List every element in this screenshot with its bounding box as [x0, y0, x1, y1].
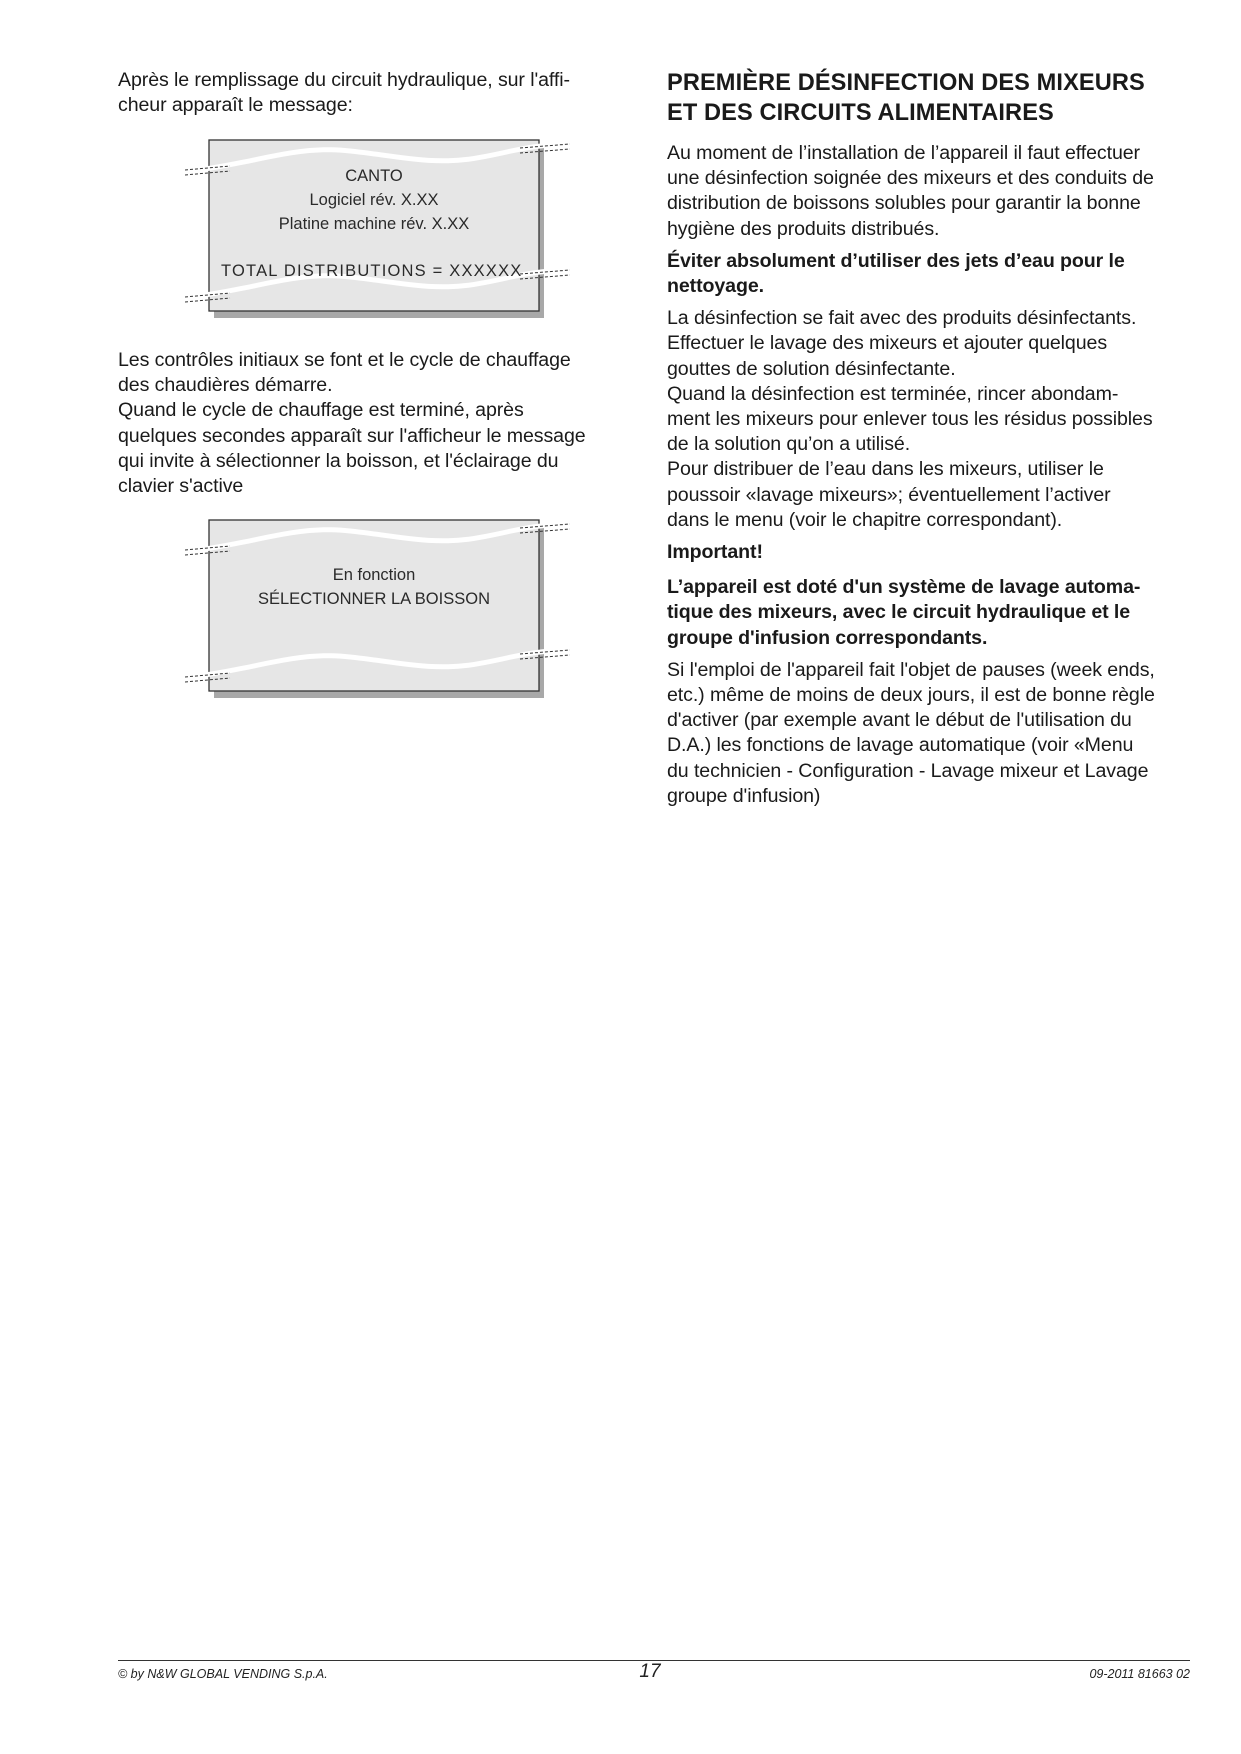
page-number: 17: [639, 1661, 661, 1682]
display-line: Platine machine rév. X.XX: [278, 215, 470, 233]
left-column: [118, 68, 628, 118]
right-column: [667, 68, 1192, 809]
display-text: [209, 164, 539, 236]
intro-paragraph: Après le remplissage du circuit hydraulique, sur l'affi- cheur apparaît le message:: [118, 69, 570, 117]
disinfection-intro: Au moment de l’installation de l’appareil il faut effectuer une désinfection soignée des mixeurs et des conduits de distribution de boissons solubles pour garantir la bonne hygiène des produits distribués.: [667, 142, 1154, 240]
display-total-distributions: TOTAL DISTRIBUTIONS = XXXXXX: [221, 262, 523, 280]
heating-paragraph: Les contrôles initiaux se font et le cycle de chauffage des chaudières démarre. Quand le cycle de chauffage est terminé, après quelques secondes apparaît sur l'afficheur le message qui invite à sélectionner la boisson, et l'éclairage du clavier s'active: [118, 349, 586, 498]
section-heading: PREMIÈRE DÉSINFECTION DES MIXEURS ET DES CIRCUITS ALIMENTAIRES: [667, 70, 1145, 126]
left-column-lower: [118, 348, 628, 499]
display-panel-ready: [185, 514, 570, 700]
important-label: Important!: [667, 541, 763, 564]
display-panel-startup: [185, 134, 570, 320]
pause-recommendation: Si l'emploi de l'appareil fait l'objet de pauses (week ends, etc.) même de moins de deux jours, il est de bonne règle d'activer (par exemple avant le début de l'utilisation du D.A.) les fonctions de lavage automatique (voir «Menu du technicien - Configuration - Lavage mixeur et Lavage groupe d'infusion): [667, 658, 1155, 807]
auto-wash-note: L’appareil est doté d'un système de lavage automa- tique des mixeurs, avec le circuit hydraulique et le groupe d'infusion correspondants.: [667, 576, 1141, 649]
display-line: CANTO: [345, 167, 403, 185]
display-line: SÉLECTIONNER LA BOISSON: [258, 590, 490, 608]
warning-text: Éviter absolument d’utiliser des jets d’eau pour le nettoyage.: [667, 249, 1125, 298]
display-line: En fonction: [332, 566, 416, 584]
footer-copyright: © by N&W GLOBAL VENDING S.p.A.: [118, 1667, 328, 1681]
display-text: [209, 563, 539, 611]
document-code: 09-2011 81663 02: [1089, 1667, 1190, 1681]
disinfection-steps: La désinfection se fait avec des produits désinfectants. Effectuer le lavage des mixeurs et ajouter quelques gouttes de solution désinfectante. Quand la désinfection est terminée, rincer abondam- ment les mixeurs pour enlever tous les résidus possibles de la solution qu’on a utilisé. Pour distribuer de l’eau dans les mixeurs, utiliser le poussoir «lavage mixeurs»; éventuellement l’activer dans le menu (voir le chapitre correspondant).: [667, 307, 1153, 531]
display-line: Logiciel rév. X.XX: [309, 191, 439, 209]
